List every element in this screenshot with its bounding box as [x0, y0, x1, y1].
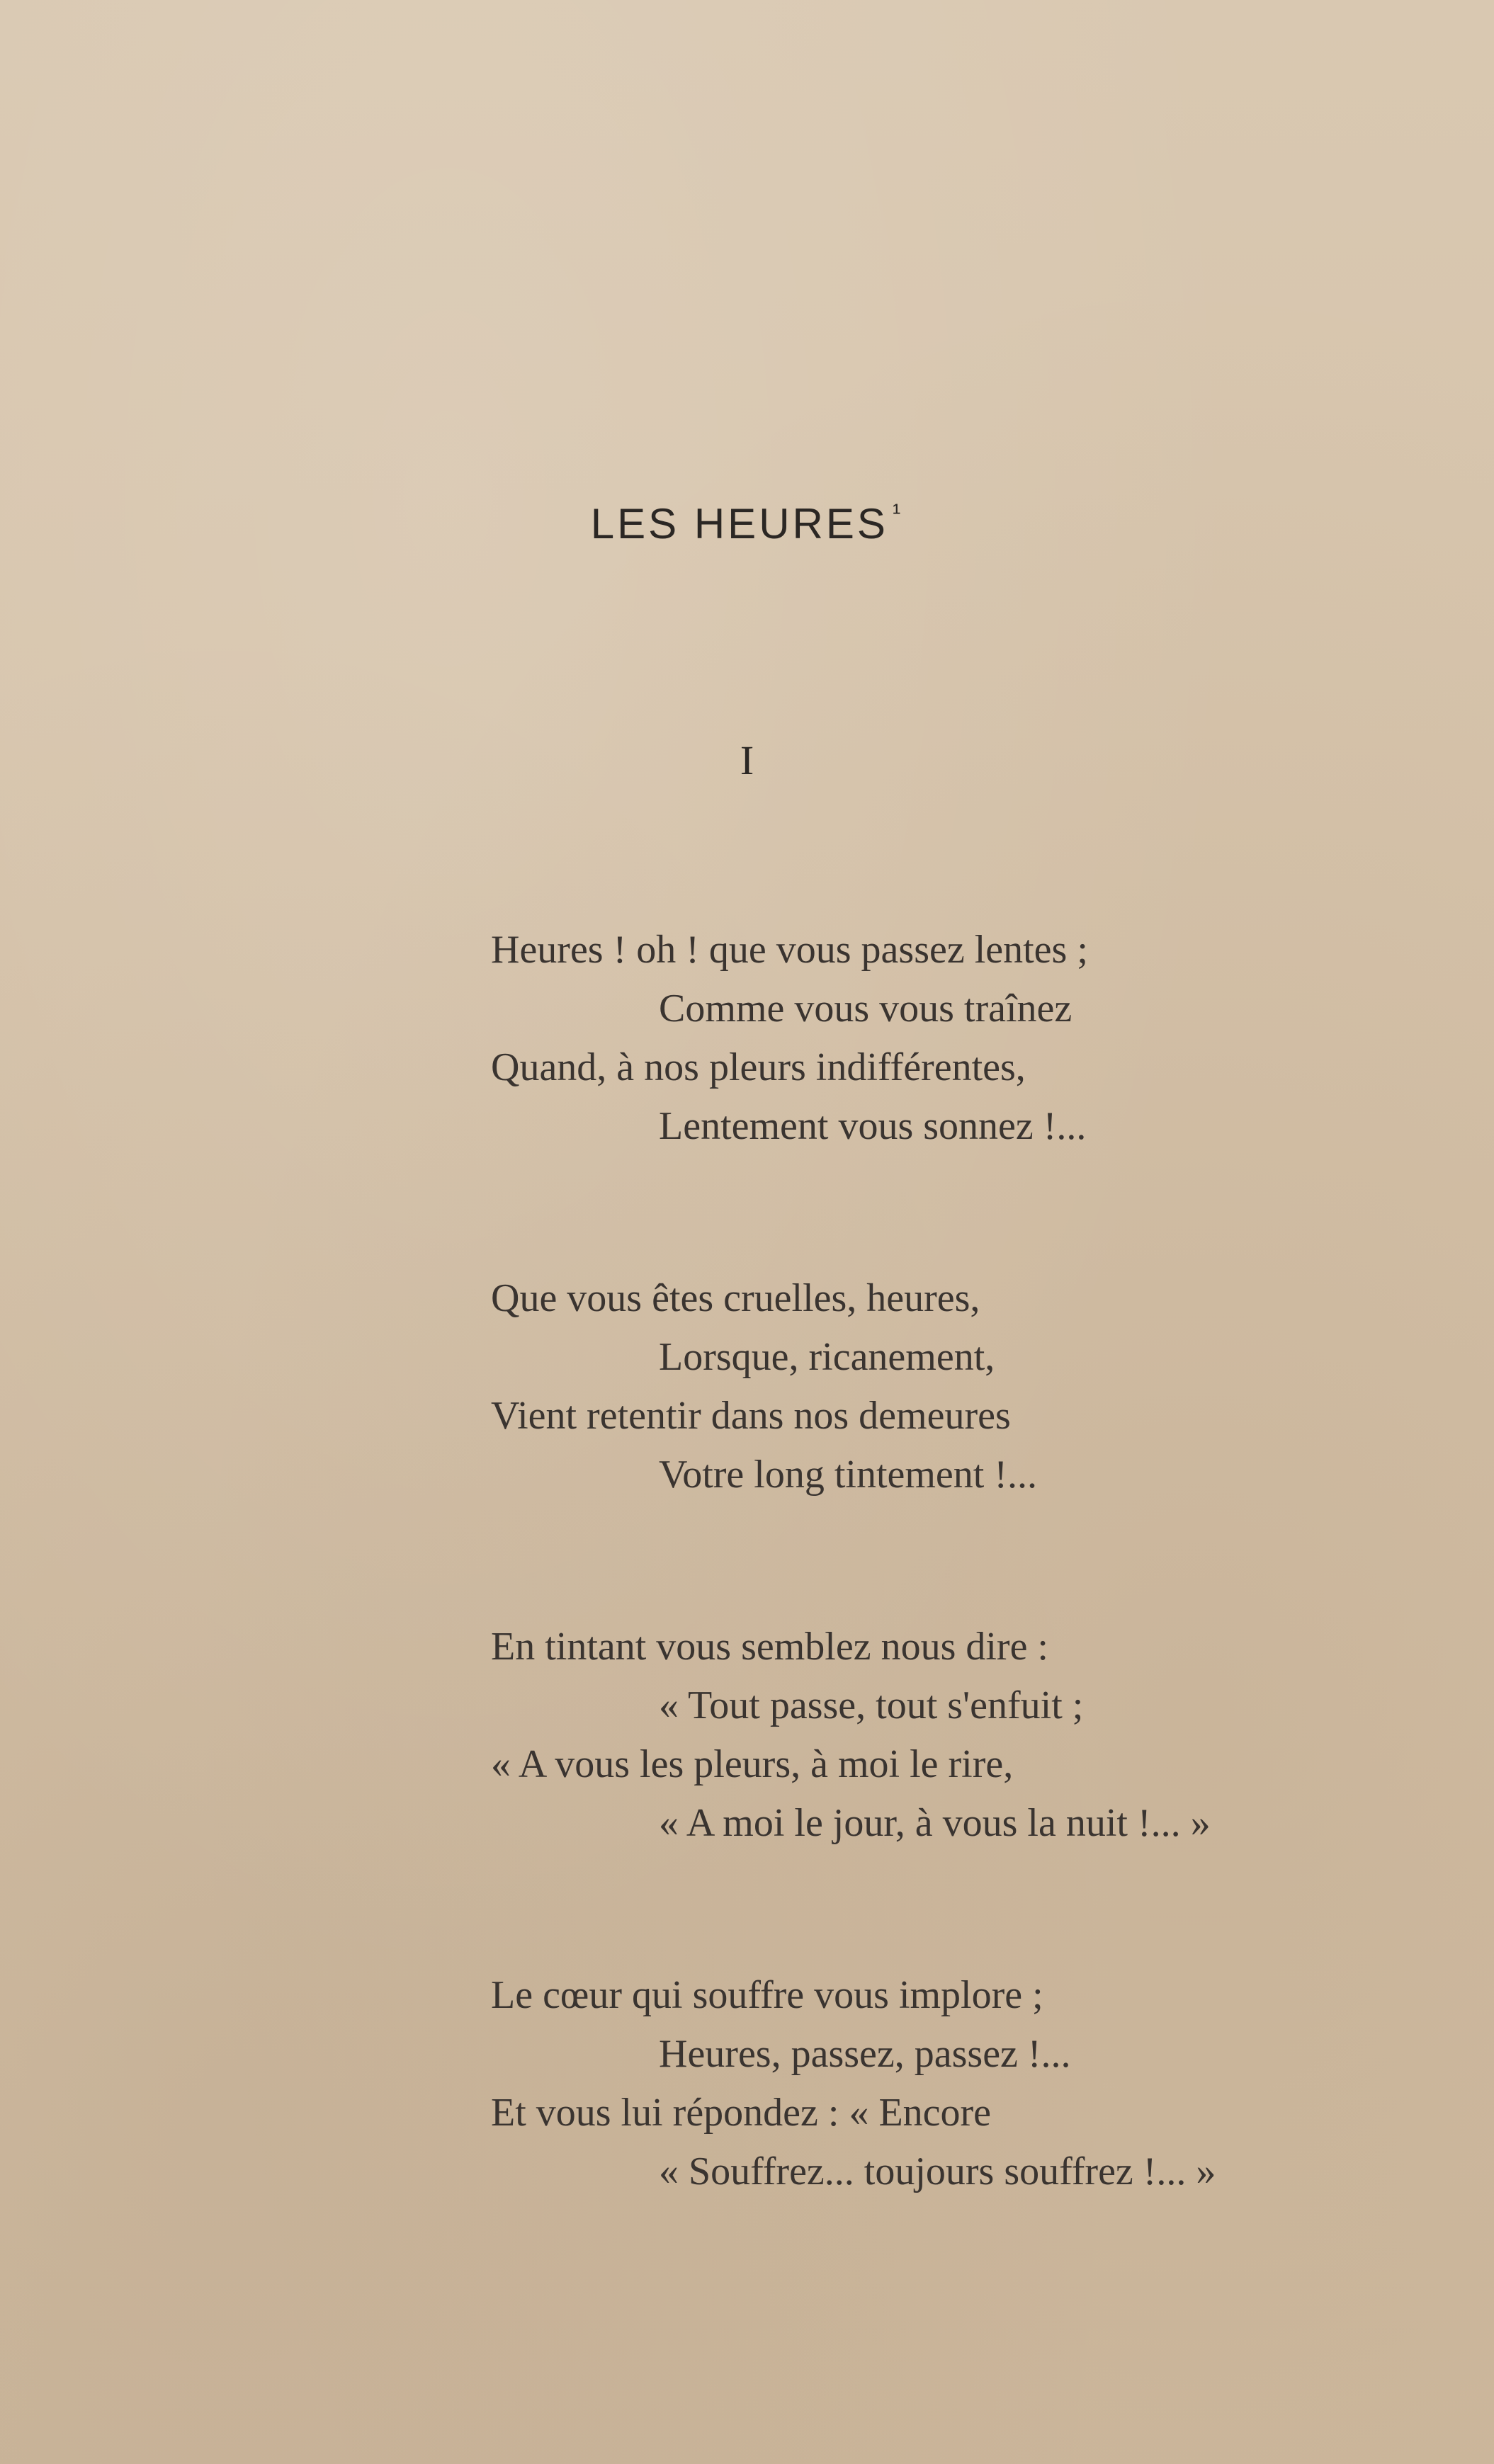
section-number: I [740, 737, 754, 783]
verse-line: « A vous les pleurs, à moi le rire, [491, 1742, 1014, 1786]
stanza [491, 1269, 1412, 1504]
verse-line: En tintant vous semblez nous dire : [491, 1625, 1048, 1669]
verse-line: Lorsque, ricanement, [659, 1335, 995, 1379]
verse-line: « A moi le jour, à vous la nuit !... » [659, 1801, 1211, 1845]
stanza [491, 921, 1412, 1156]
poem-title-text: LES HEURES [590, 500, 888, 547]
verse-line: Heures, passez, passez !... [659, 2032, 1071, 2076]
verse-line: Vient retentir dans nos demeures [491, 1394, 1011, 1438]
verse-line: Et vous lui répondez : « Encore [491, 2091, 992, 2135]
poem-body [491, 921, 1412, 2315]
verse-line: « Tout passe, tout s'enfuit ; [659, 1684, 1084, 1727]
title-footnote-mark: ¹ [892, 499, 904, 526]
verse-line: Le cœur qui souffre vous implore ; [491, 1973, 1043, 2017]
verse-line: Heures ! oh ! que vous passez lentes ; [491, 928, 1088, 972]
verse-line: Quand, à nos pleurs indifférentes, [491, 1045, 1026, 1089]
verse-line: « Souffrez... toujours souffrez !... » [659, 2150, 1216, 2193]
verse-line: Que vous êtes cruelles, heures, [491, 1276, 980, 1320]
verse-line: Votre long tintement !... [659, 1453, 1037, 1497]
verse-line: Lentement vous sonnez !... [659, 1104, 1087, 1148]
stanza [491, 1966, 1412, 2201]
poem-title [0, 499, 1494, 548]
stanza [491, 1618, 1412, 1853]
verse-line: Comme vous vous traînez [659, 987, 1073, 1031]
